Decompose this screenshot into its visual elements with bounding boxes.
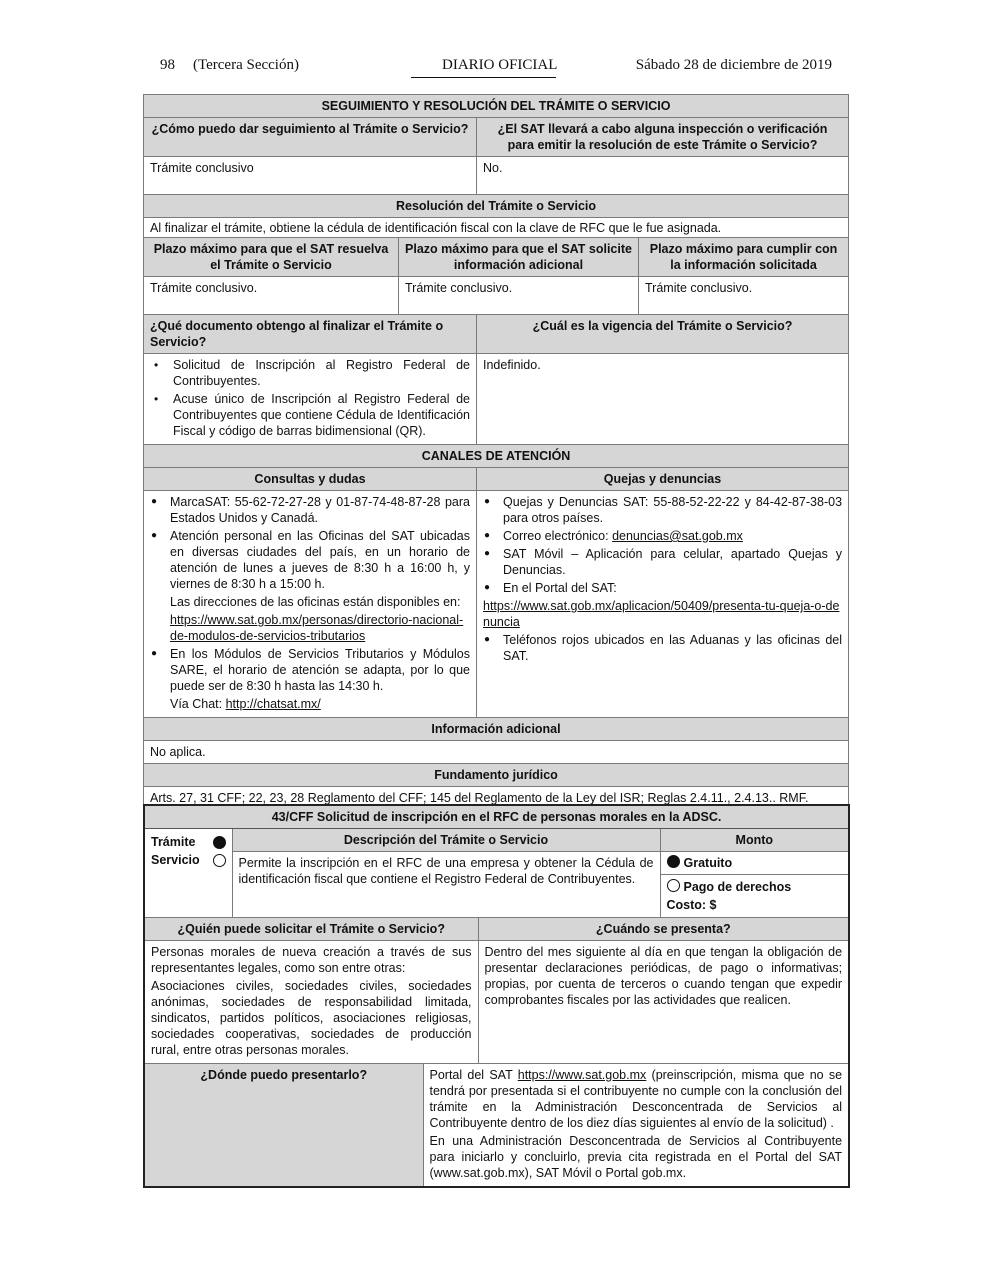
chat-line [150,696,470,712]
plazo-cumplir-header: Plazo máximo para cumplir con la información solicitada [639,238,849,277]
gratuito-cell [660,852,849,875]
donde-pre: Portal del SAT [429,1068,518,1082]
canales-title: CANALES DE ATENCIÓN [144,445,849,468]
gratuito-radio-filled-icon [667,855,680,868]
pago-option [667,878,843,896]
queja-item: ● Quejas y Denuncias SAT: 55-88-52-22-22 y 84-42-87-38-03 para otros países. [483,494,842,526]
info-text: No aplica. [144,741,849,764]
q-quien: ¿Quién puede solicitar el Trámite o Servicio? [144,918,478,941]
consulta-item [150,528,470,592]
tramite-43-table [143,804,850,1188]
tramite-radio-filled-icon [213,836,226,849]
page-number: 98 [160,57,175,73]
queja-portal-link[interactable]: https://www.sat.gob.mx/aplicacion/50409/presenta-tu-queja-o-denuncia [483,599,840,629]
documentos-cell [144,354,477,445]
documento-item: • Solicitud de Inscripción al Registro Federal de Contribuyentes. [150,357,470,389]
pago-radio-empty-icon [667,879,680,892]
section-label: (Tercera Sección) [193,57,299,73]
seguimiento-table [143,94,849,810]
info-title: Información adicional [144,718,849,741]
chat-label: Vía Chat: [170,697,226,711]
q-donde: ¿Dónde puedo presentarlo? [144,1064,423,1188]
plazo-cumplir-value: Trámite conclusivo. [639,277,849,315]
a-inspeccion: No. [477,157,849,195]
plazo-solicite-header: Plazo máximo para que el SAT solicite información adicional [399,238,639,277]
q-documento: ¿Qué documento obtengo al finalizar el Trámite o Servicio? [144,315,477,354]
pago-cell [660,875,849,918]
direcciones-note: Las direcciones de las oficinas están disponibles en: [170,595,461,609]
q-seguimiento: ¿Cómo puedo dar seguimiento al Trámite o Servicio? [144,118,477,157]
correo-link[interactable]: denuncias@sat.gob.mx [612,529,743,543]
pago-label: Pago de derechos [683,880,792,894]
descripcion-title: Descripción del Trámite o Servicio [232,829,660,852]
servicio-option [151,851,226,869]
servicio-label: Servicio [151,853,200,867]
queja-item [483,528,842,544]
queja-item: ● SAT Móvil – Aplicación para celular, apartado Quejas y Denuncias. [483,546,842,578]
q-cuando: ¿Cuándo se presenta? [478,918,849,941]
directorio-link[interactable]: https://www.sat.gob.mx/personas/directorio-nacional-de-modulos-de-servicios-tributarios [170,613,464,643]
quejas-title: Quejas y denuncias [477,468,849,491]
fundamento-title: Fundamento jurídico [144,764,849,787]
donde-post: (preinscripción, misma que no se tendrá por presentada si el contribuyente no cumple con la conclusión del trámite en la Administración Desconcentrada de Servicios al Contribuyente dentro de los diez días siguientes al envío de la solicitud) . [429,1068,843,1130]
tramite-label: Trámite [151,835,196,849]
q-inspeccion: ¿El SAT llevará a cabo alguna inspección o verificación para emitir la resolución de este Trámite o Servicio? [477,118,849,157]
quien-text-2: Asociaciones civiles, sociedades civiles, sociedades anónimas, sociedades de responsabilidad limitada, sindicatos, partidos políticos, asociaciones religiosas, sociedades cooperativas, sociedades de producción rural, entre otras personas morales. [151,979,472,1057]
queja-item: ● En el Portal del SAT: [483,580,842,596]
consulta-text: Atención personal en las Oficinas del SAT ubicadas en diversas ciudades del país, en un horario de atención de lunes a jueves de 8:30 h a 16:00 h, y viernes de 8:30 h a 15:00 h. [170,529,470,591]
sat-portal-link[interactable]: https://www.sat.gob.mx [517,1068,647,1082]
fundamento-text: Arts. 27, 31 CFF; 22, 23, 28 Reglamento del CFF; 145 del Reglamento de la Ley del ISR; Reglas 2.4.11., 2.4.13.. RMF. [144,787,849,810]
consultas-cell [144,491,477,718]
monto-title: Monto [660,829,849,852]
documento-item: • Acuse único de Inscripción al Registro Federal de Contribuyentes que contiene Cédula de Identificación Fiscal y código de barras bidimensional (QR). [150,391,470,439]
descripcion-text: Permite la inscripción en el RFC de una empresa y obtener la Cédula de identificación fiscal que contiene el Registro Federal de Contribuyentes. [232,852,660,918]
seguimiento-title: SEGUIMIENTO Y RESOLUCIÓN DEL TRÁMITE O SERVICIO [144,95,849,118]
quien-cell [144,941,478,1064]
consulta-item: ● MarcaSAT: 55-62-72-27-28 y 01-87-74-48-87-28 para Estados Unidos y Canadá. [150,494,470,526]
resolucion-title: Resolución del Trámite o Servicio [144,195,849,218]
quien-text-1: Personas morales de nueva creación a través de sus representantes legales, como son entre otras: [151,945,472,975]
servicio-radio-empty-icon [213,854,226,867]
donde-cell [423,1064,849,1188]
resolucion-text: Al finalizar el trámite, obtiene la cédula de identificación fiscal con la clave de RFC que le fue asignada. [144,218,849,238]
plazo-solicite-value: Trámite conclusivo. [399,277,639,315]
plazo-resuelva-header: Plazo máximo para que el SAT resuelva el Trámite o Servicio [144,238,399,277]
cuando-text: Dentro del mes siguiente al día en que tengan la obligación de presentar declaraciones periódicas, de pago o informativas; propias, por cuenta de terceros o cuando tengan que expedir comprobantes fiscales por las actividades que realicen. [478,941,849,1064]
queja-item: ● Teléfonos rojos ubicados en las Aduanas y las oficinas del SAT. [483,632,842,664]
header-underline [411,77,556,78]
publication-name: DIARIO OFICIAL [442,57,558,73]
tramite-servicio-cell [144,829,232,918]
vigencia-value: Indefinido. [477,354,849,445]
a-seguimiento: Trámite conclusivo [144,157,477,195]
consultas-title: Consultas y dudas [144,468,477,491]
costo-label: Costo: $ [666,898,717,912]
donde-text-2: En una Administración Desconcentrada de Servicios al Contribuyente para iniciarlo y concluirlo, previa cita registrada en el Portal del SAT (www.sat.gob.mx), SAT Móvil o Portal gob.mx. [429,1134,843,1180]
tramite-option [151,833,226,851]
gratuito-label: Gratuito [683,856,733,870]
consulta-item: ● En los Módulos de Servicios Tributarios y Módulos SARE, el horario de atención se adapta, por lo que puede ser de 8:30 h hasta las 14:30 h. [150,646,470,694]
quejas-cell [477,491,849,718]
correo-label: Correo electrónico: [503,529,613,543]
chat-link[interactable]: http://chatsat.mx/ [225,697,321,711]
tramite-title: 43/CFF Solicitud de inscripción en el RFC de personas morales en la ADSC. [144,805,849,829]
page-header [160,57,832,77]
q-vigencia: ¿Cuál es la vigencia del Trámite o Servicio? [477,315,849,354]
plazo-resuelva-value: Trámite conclusivo. [144,277,399,315]
donde-text-1 [430,1067,843,1131]
publication-date: Sábado 28 de diciembre de 2019 [635,57,832,73]
